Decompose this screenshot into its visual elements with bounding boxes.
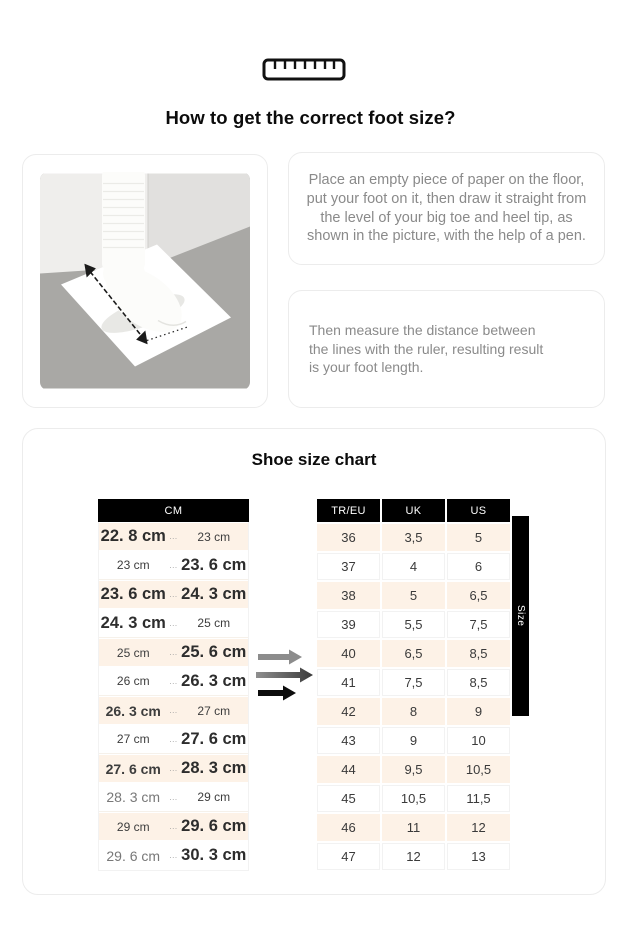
size-cell-uk: 8 — [382, 698, 445, 725]
chart-title: Shoe size chart — [251, 450, 377, 469]
cm-from-value: 24. 3 cm — [100, 613, 166, 632]
cm-to-value: 29 cm — [197, 790, 231, 804]
size-cell-uk: 5,5 — [382, 611, 445, 638]
size-side-bar — [512, 516, 529, 716]
page-title: How to get the correct foot size? — [165, 107, 456, 128]
cm-to-value: 28. 3 cm — [181, 759, 247, 777]
cm-to-value: 24. 3 cm — [181, 585, 247, 603]
size-cell-tr-eu: 37 — [317, 553, 380, 580]
size-cell-tr-eu: 39 — [317, 611, 380, 638]
cm-from-value: 28. 3 cm — [106, 789, 161, 805]
size-cell-us: 5 — [447, 524, 510, 551]
separator-dots: ... — [169, 560, 178, 570]
size-cell-uk: 4 — [382, 553, 445, 580]
cm-table-row — [99, 609, 248, 638]
size-cell-uk: 9 — [382, 727, 445, 754]
foot-measurement-photo-card — [22, 154, 268, 408]
cm-from-value: 29 cm — [116, 819, 150, 834]
cm-table — [98, 499, 249, 871]
size-cell-uk: 5 — [382, 582, 445, 609]
cm-from-value: 27. 6 cm — [105, 760, 161, 777]
cm-table-row — [99, 841, 248, 870]
separator-dots: ... — [169, 734, 178, 744]
cm-to-value: 27 cm — [197, 703, 231, 718]
cm-to-value: 23. 6 cm — [181, 555, 247, 574]
cm-to-value: 26. 3 cm — [181, 671, 247, 690]
conversion-arrows-icon — [253, 645, 323, 707]
cm-to-value: 25 cm — [197, 616, 231, 630]
cm-table-row — [99, 580, 248, 609]
cm-from-value: 26. 3 cm — [105, 702, 161, 719]
size-cell-tr-eu: 42 — [317, 698, 380, 725]
size-cell-uk: 9,5 — [382, 756, 445, 783]
size-cell-tr-eu: 38 — [317, 582, 380, 609]
size-table-header-uk: UK — [382, 499, 445, 522]
cm-table-row — [99, 696, 248, 725]
size-cell-tr-eu: 40 — [317, 640, 380, 667]
size-cell-us: 12 — [447, 814, 510, 841]
cm-from-value: 29. 6 cm — [106, 847, 161, 864]
size-table — [317, 499, 510, 870]
size-cell-uk: 11 — [382, 814, 445, 841]
separator-dots: ... — [169, 706, 178, 715]
size-cell-us: 7,5 — [447, 611, 510, 638]
size-cell-us: 8,5 — [447, 640, 510, 667]
size-cell-tr-eu: 36 — [317, 524, 380, 551]
size-cell-tr-eu: 41 — [317, 669, 380, 696]
cm-table-row — [99, 667, 248, 696]
instruction-box-draw — [288, 152, 605, 265]
cm-table-row — [99, 522, 248, 551]
separator-dots: ... — [169, 851, 178, 860]
size-cell-uk: 10,5 — [382, 785, 445, 812]
cm-table-body — [98, 522, 249, 871]
size-cell-uk: 6,5 — [382, 640, 445, 667]
instruction-text-measure: Then measure the distance between the lines with the ruler, resulting result is your foot length. — [309, 321, 544, 376]
cm-table-row — [99, 812, 248, 841]
size-table-header-us: US — [447, 499, 510, 522]
separator-dots: ... — [169, 676, 178, 686]
size-cell-us: 10 — [447, 727, 510, 754]
size-cell-tr-eu: 45 — [317, 785, 380, 812]
cm-table-header: CM — [98, 499, 249, 522]
cm-table-row — [99, 725, 248, 754]
size-cell-us: 10,5 — [447, 756, 510, 783]
size-cell-us: 13 — [447, 843, 510, 870]
cm-table-row — [99, 638, 248, 667]
size-cell-tr-eu: 44 — [317, 756, 380, 783]
cm-to-value: 23 cm — [197, 529, 231, 544]
size-cell-uk: 7,5 — [382, 669, 445, 696]
separator-dots: ... — [169, 792, 178, 802]
foot-measurement-photo — [40, 172, 250, 390]
size-cell-tr-eu: 47 — [317, 843, 380, 870]
size-cell-us: 11,5 — [447, 785, 510, 812]
cm-from-value: 22. 8 cm — [100, 527, 166, 545]
ruler-icon — [262, 58, 346, 81]
size-cell-uk: 12 — [382, 843, 445, 870]
instruction-box-measure — [288, 290, 605, 408]
size-cell-us: 6 — [447, 553, 510, 580]
size-cell-us: 6,5 — [447, 582, 510, 609]
cm-from-value: 27 cm — [116, 732, 150, 746]
size-cell-uk: 3,5 — [382, 524, 445, 551]
separator-dots: ... — [169, 764, 178, 773]
size-cell-tr-eu: 46 — [317, 814, 380, 841]
cm-to-value: 25. 6 cm — [181, 643, 247, 661]
cm-to-value: 27. 6 cm — [181, 729, 247, 748]
size-table-header-treu: TR/EU — [317, 499, 380, 522]
cm-from-value: 23 cm — [116, 558, 150, 572]
separator-dots: ... — [169, 532, 178, 541]
separator-dots: ... — [169, 822, 178, 831]
cm-from-value: 23. 6 cm — [100, 585, 166, 603]
cm-to-value: 29. 6 cm — [181, 817, 247, 835]
separator-dots: ... — [169, 618, 178, 628]
separator-dots: ... — [169, 590, 178, 599]
cm-table-row — [99, 754, 248, 783]
size-cell-us: 9 — [447, 698, 510, 725]
instruction-text-draw: Place an empty piece of paper on the floor, put your foot on it, then draw it straight from the level of your big toe and heel tip, as shown in the picture, with the help of a pen. — [306, 171, 587, 245]
separator-dots: ... — [169, 648, 178, 657]
cm-from-value: 26 cm — [116, 674, 150, 688]
cm-table-row — [99, 783, 248, 812]
cm-to-value: 30. 3 cm — [181, 846, 247, 864]
shoe-size-chart-card — [22, 428, 606, 895]
size-cell-tr-eu: 43 — [317, 727, 380, 754]
cm-from-value: 25 cm — [116, 645, 150, 660]
size-side-label: Size — [515, 605, 526, 627]
size-cell-us: 8,5 — [447, 669, 510, 696]
cm-table-row — [99, 551, 248, 580]
